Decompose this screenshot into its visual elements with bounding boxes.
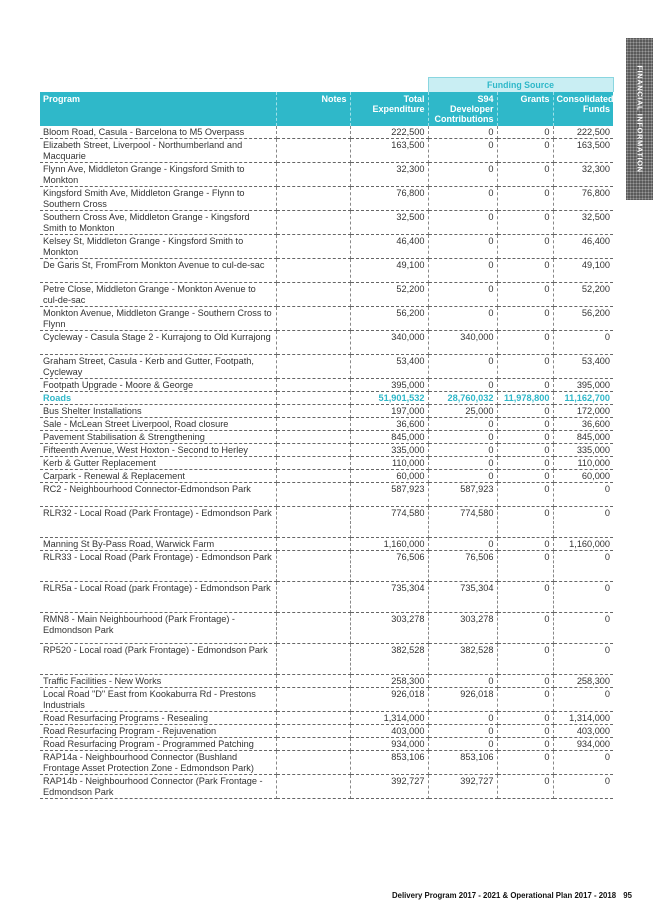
- cell-grants: 0: [497, 307, 553, 331]
- cell-notes: [276, 675, 350, 688]
- cell-s94: 340,000: [428, 331, 497, 355]
- cell-s94: 0: [428, 283, 497, 307]
- cell-total: 197,000: [350, 405, 428, 418]
- cell-total: 76,800: [350, 187, 428, 211]
- cell-grants: 0: [497, 712, 553, 725]
- cell-program: Local Road "D" East from Kookaburra Rd - Prestons Industrials: [40, 688, 276, 712]
- cell-grants: 0: [497, 538, 553, 551]
- table-row: [40, 775, 613, 799]
- cell-total: 32,300: [350, 163, 428, 187]
- cell-grants: 0: [497, 379, 553, 392]
- cell-total: 49,100: [350, 259, 428, 283]
- cell-consolidated: 0: [553, 483, 613, 507]
- cell-consolidated: 0: [553, 644, 613, 675]
- budget-table: [40, 77, 614, 799]
- cell-consolidated: 46,400: [553, 235, 613, 259]
- table-row: [40, 644, 613, 675]
- cell-consolidated: 1,160,000: [553, 538, 613, 551]
- cell-notes: [276, 775, 350, 799]
- cell-grants: 0: [497, 126, 553, 139]
- cell-s94: 0: [428, 457, 497, 470]
- table-row: [40, 139, 613, 163]
- table-row: [40, 688, 613, 712]
- cell-s94: 587,923: [428, 483, 497, 507]
- cell-grants: 0: [497, 775, 553, 799]
- cell-program: RMN8 - Main Neighbourhood (Park Frontage) - Edmondson Park: [40, 613, 276, 644]
- cell-s94: 0: [428, 307, 497, 331]
- cell-notes: [276, 457, 350, 470]
- cell-s94: 0: [428, 470, 497, 483]
- cell-program: Road Resurfacing Programs - Resealing: [40, 712, 276, 725]
- cell-program: RAP14b - Neighbourhood Connector (Park Frontage - Edmondson Park: [40, 775, 276, 799]
- cell-grants: 0: [497, 405, 553, 418]
- cell-s94: 0: [428, 355, 497, 379]
- cell-notes: [276, 126, 350, 139]
- cell-notes: [276, 688, 350, 712]
- cell-total: 735,304: [350, 582, 428, 613]
- cell-grants: 0: [497, 355, 553, 379]
- table-row: [40, 259, 613, 283]
- cell-notes: [276, 751, 350, 775]
- table-row: [40, 712, 613, 725]
- cell-s94: 0: [428, 431, 497, 444]
- cell-consolidated: 32,300: [553, 163, 613, 187]
- cell-program: RLR5a - Local Road (park Frontage) - Edmondson Park: [40, 582, 276, 613]
- cell-notes: [276, 483, 350, 507]
- cell-total: 1,160,000: [350, 538, 428, 551]
- cell-total: 335,000: [350, 444, 428, 457]
- cell-total: 303,278: [350, 613, 428, 644]
- table-row: [40, 613, 613, 644]
- cell-notes: [276, 507, 350, 538]
- cell-s94: 382,528: [428, 644, 497, 675]
- table-row: [40, 379, 613, 392]
- cell-grants: 0: [497, 431, 553, 444]
- cell-consolidated: 32,500: [553, 211, 613, 235]
- cell-consolidated: 52,200: [553, 283, 613, 307]
- cell-notes: [276, 235, 350, 259]
- cell-s94: 303,278: [428, 613, 497, 644]
- page-number: 95: [623, 891, 632, 900]
- table-row: [40, 725, 613, 738]
- cell-s94: 0: [428, 725, 497, 738]
- cell-notes: [276, 613, 350, 644]
- cell-total: 853,106: [350, 751, 428, 775]
- table-row: [40, 163, 613, 187]
- cell-grants: 0: [497, 211, 553, 235]
- column-header-s94: S94 Developer Contributions: [428, 92, 497, 126]
- cell-grants: 0: [497, 613, 553, 644]
- table-row: [40, 507, 613, 538]
- cell-total: 382,528: [350, 644, 428, 675]
- cell-program: Bloom Road, Casula - Barcelona to M5 Overpass: [40, 126, 276, 139]
- cell-program: Elizabeth Street, Liverpool - Northumberland and Macquarie: [40, 139, 276, 163]
- cell-program: Manning St By-Pass Road, Warwick Farm: [40, 538, 276, 551]
- page-footer: [392, 891, 632, 900]
- cell-total: 32,500: [350, 211, 428, 235]
- cell-consolidated: 222,500: [553, 126, 613, 139]
- cell-notes: [276, 582, 350, 613]
- cell-program: Kelsey St, Middleton Grange - Kingsford Smith to Monkton: [40, 235, 276, 259]
- cell-program: Graham Street, Casula - Kerb and Gutter, Footpath, Cycleway: [40, 355, 276, 379]
- column-header-total: Total Expenditure: [350, 92, 428, 126]
- cell-notes: [276, 307, 350, 331]
- cell-total: 36,600: [350, 418, 428, 431]
- cell-consolidated: 60,000: [553, 470, 613, 483]
- cell-total: 340,000: [350, 331, 428, 355]
- cell-s94: 0: [428, 379, 497, 392]
- cell-consolidated: 110,000: [553, 457, 613, 470]
- table-row: [40, 355, 613, 379]
- cell-program: Footpath Upgrade - Moore & George: [40, 379, 276, 392]
- table-row: [40, 431, 613, 444]
- cell-consolidated: 172,000: [553, 405, 613, 418]
- table-row: [40, 126, 613, 139]
- cell-total: 51,901,532: [350, 392, 428, 405]
- funding-source-header-row: [40, 78, 613, 92]
- table-row: [40, 483, 613, 507]
- cell-s94: 392,727: [428, 775, 497, 799]
- table-row: [40, 551, 613, 582]
- column-header-consolidated: Consolidated Funds: [553, 92, 613, 126]
- column-header-grants: Grants: [497, 92, 553, 126]
- cell-grants: 0: [497, 163, 553, 187]
- cell-notes: [276, 418, 350, 431]
- cell-grants: 0: [497, 725, 553, 738]
- table-row: [40, 470, 613, 483]
- cell-program: RAP14a - Neighbourhood Connector (Bushland Frontage Asset Protection Zone - Edmondson Park): [40, 751, 276, 775]
- cell-grants: 0: [497, 483, 553, 507]
- cell-total: 76,506: [350, 551, 428, 582]
- cell-consolidated: 0: [553, 582, 613, 613]
- cell-notes: [276, 725, 350, 738]
- section-side-tab-label: FINANCIAL INFORMATION: [635, 65, 644, 173]
- cell-total: 395,000: [350, 379, 428, 392]
- cell-total: 392,727: [350, 775, 428, 799]
- cell-program: Kingsford Smith Ave, Middleton Grange - Flynn to Southern Cross: [40, 187, 276, 211]
- cell-s94: 0: [428, 187, 497, 211]
- cell-total: 403,000: [350, 725, 428, 738]
- column-header-notes: Notes: [276, 92, 350, 126]
- table-row: [40, 187, 613, 211]
- cell-program: RLR32 - Local Road (Park Frontage) - Edmondson Park: [40, 507, 276, 538]
- cell-notes: [276, 139, 350, 163]
- table-row: [40, 405, 613, 418]
- cell-grants: 0: [497, 551, 553, 582]
- cell-consolidated: 0: [553, 775, 613, 799]
- cell-consolidated: 0: [553, 751, 613, 775]
- cell-consolidated: 56,200: [553, 307, 613, 331]
- cell-grants: 0: [497, 751, 553, 775]
- funding-source-label: Funding Source: [428, 78, 613, 92]
- cell-notes: [276, 538, 350, 551]
- table-row: [40, 675, 613, 688]
- cell-consolidated: 934,000: [553, 738, 613, 751]
- cell-s94: 0: [428, 235, 497, 259]
- cell-notes: [276, 379, 350, 392]
- cell-consolidated: 0: [553, 613, 613, 644]
- cell-consolidated: 11,162,700: [553, 392, 613, 405]
- cell-notes: [276, 355, 350, 379]
- cell-s94: 0: [428, 444, 497, 457]
- cell-grants: 0: [497, 688, 553, 712]
- cell-grants: 0: [497, 582, 553, 613]
- cell-program: RLR33 - Local Road (Park Frontage) - Edmondson Park: [40, 551, 276, 582]
- cell-total: 52,200: [350, 283, 428, 307]
- cell-notes: [276, 405, 350, 418]
- cell-consolidated: 1,314,000: [553, 712, 613, 725]
- cell-s94: 0: [428, 163, 497, 187]
- cell-grants: 0: [497, 675, 553, 688]
- table-row: [40, 444, 613, 457]
- table-row: [40, 457, 613, 470]
- cell-program: Roads: [40, 392, 276, 405]
- cell-total: 46,400: [350, 235, 428, 259]
- table-body: [40, 126, 613, 799]
- cell-grants: 0: [497, 418, 553, 431]
- cell-grants: 0: [497, 259, 553, 283]
- cell-s94: 0: [428, 211, 497, 235]
- cell-consolidated: 36,600: [553, 418, 613, 431]
- cell-consolidated: 0: [553, 551, 613, 582]
- cell-program: RC2 - Neighbourhood Connector-Edmondson Park: [40, 483, 276, 507]
- cell-program: Carpark - Renewal & Replacement: [40, 470, 276, 483]
- cell-grants: 0: [497, 235, 553, 259]
- cell-total: 56,200: [350, 307, 428, 331]
- cell-s94: 0: [428, 675, 497, 688]
- cell-consolidated: 53,400: [553, 355, 613, 379]
- table-row: [40, 738, 613, 751]
- cell-total: 926,018: [350, 688, 428, 712]
- cell-consolidated: 76,800: [553, 187, 613, 211]
- cell-grants: 0: [497, 644, 553, 675]
- column-header-row: [40, 92, 613, 126]
- cell-grants: 0: [497, 444, 553, 457]
- cell-program: RP520 - Local road (Park Frontage) - Edmondson Park: [40, 644, 276, 675]
- cell-grants: 0: [497, 139, 553, 163]
- cell-s94: 0: [428, 259, 497, 283]
- cell-program: Southern Cross Ave, Middleton Grange - Kingsford Smith to Monkton: [40, 211, 276, 235]
- cell-total: 60,000: [350, 470, 428, 483]
- cell-notes: [276, 431, 350, 444]
- cell-total: 110,000: [350, 457, 428, 470]
- cell-s94: 0: [428, 126, 497, 139]
- cell-total: 222,500: [350, 126, 428, 139]
- cell-total: 774,580: [350, 507, 428, 538]
- cell-notes: [276, 738, 350, 751]
- table-summary-row: [40, 392, 613, 405]
- cell-notes: [276, 470, 350, 483]
- cell-notes: [276, 712, 350, 725]
- table-row: [40, 538, 613, 551]
- cell-total: 845,000: [350, 431, 428, 444]
- table-row: [40, 331, 613, 355]
- cell-program: Kerb & Gutter Replacement: [40, 457, 276, 470]
- cell-notes: [276, 444, 350, 457]
- table-row: [40, 283, 613, 307]
- cell-program: Road Resurfacing Program - Rejuvenation: [40, 725, 276, 738]
- column-header-program: Program: [40, 92, 276, 126]
- cell-total: 1,314,000: [350, 712, 428, 725]
- cell-consolidated: 0: [553, 507, 613, 538]
- cell-consolidated: 403,000: [553, 725, 613, 738]
- cell-s94: 25,000: [428, 405, 497, 418]
- cell-s94: 0: [428, 712, 497, 725]
- cell-grants: 0: [497, 187, 553, 211]
- cell-notes: [276, 551, 350, 582]
- cell-total: 163,500: [350, 139, 428, 163]
- cell-consolidated: 335,000: [553, 444, 613, 457]
- cell-program: Fifteenth Avenue, West Hoxton - Second to Herley: [40, 444, 276, 457]
- footer-title: Delivery Program 2017 - 2021 & Operational Plan 2017 - 2018: [392, 891, 617, 900]
- cell-s94: 0: [428, 418, 497, 431]
- cell-program: De Garis St, FromFrom Monkton Avenue to cul-de-sac: [40, 259, 276, 283]
- table-row: [40, 235, 613, 259]
- cell-notes: [276, 283, 350, 307]
- cell-notes: [276, 259, 350, 283]
- table-row: [40, 307, 613, 331]
- table-row: [40, 211, 613, 235]
- cell-program: Cycleway - Casula Stage 2 - Kurrajong to Old Kurrajong: [40, 331, 276, 355]
- cell-grants: 11,978,800: [497, 392, 553, 405]
- cell-s94: 926,018: [428, 688, 497, 712]
- cell-consolidated: 395,000: [553, 379, 613, 392]
- table-row: [40, 418, 613, 431]
- cell-consolidated: 258,300: [553, 675, 613, 688]
- cell-notes: [276, 163, 350, 187]
- cell-grants: 0: [497, 470, 553, 483]
- cell-program: Monkton Avenue, Middleton Grange - Southern Cross to Flynn: [40, 307, 276, 331]
- cell-total: 258,300: [350, 675, 428, 688]
- table-row: [40, 582, 613, 613]
- cell-s94: 28,760,032: [428, 392, 497, 405]
- cell-notes: [276, 211, 350, 235]
- cell-s94: 774,580: [428, 507, 497, 538]
- cell-consolidated: 0: [553, 688, 613, 712]
- cell-s94: 0: [428, 738, 497, 751]
- cell-s94: 0: [428, 139, 497, 163]
- cell-total: 934,000: [350, 738, 428, 751]
- cell-s94: 735,304: [428, 582, 497, 613]
- cell-program: Road Resurfacing Program - Programmed Patching: [40, 738, 276, 751]
- cell-notes: [276, 331, 350, 355]
- cell-notes: [276, 187, 350, 211]
- cell-s94: 0: [428, 538, 497, 551]
- cell-consolidated: 163,500: [553, 139, 613, 163]
- cell-s94: 76,506: [428, 551, 497, 582]
- cell-grants: 0: [497, 331, 553, 355]
- cell-program: Petre Close, Middleton Grange - Monkton Avenue to cul-de-sac: [40, 283, 276, 307]
- cell-total: 53,400: [350, 355, 428, 379]
- cell-program: Traffic Facilities - New Works: [40, 675, 276, 688]
- cell-total: 587,923: [350, 483, 428, 507]
- table-row: [40, 751, 613, 775]
- section-side-tab: [626, 38, 653, 200]
- cell-grants: 0: [497, 457, 553, 470]
- cell-s94: 853,106: [428, 751, 497, 775]
- cell-notes: [276, 644, 350, 675]
- cell-grants: 0: [497, 283, 553, 307]
- cell-program: Bus Shelter Installations: [40, 405, 276, 418]
- cell-notes: [276, 392, 350, 405]
- cell-grants: 0: [497, 738, 553, 751]
- cell-grants: 0: [497, 507, 553, 538]
- cell-consolidated: 49,100: [553, 259, 613, 283]
- cell-program: Pavement Stabilisation & Strengthening: [40, 431, 276, 444]
- cell-consolidated: 0: [553, 331, 613, 355]
- cell-program: Sale - McLean Street Liverpool, Road closure: [40, 418, 276, 431]
- cell-consolidated: 845,000: [553, 431, 613, 444]
- cell-program: Flynn Ave, Middleton Grange - Kingsford Smith to Monkton: [40, 163, 276, 187]
